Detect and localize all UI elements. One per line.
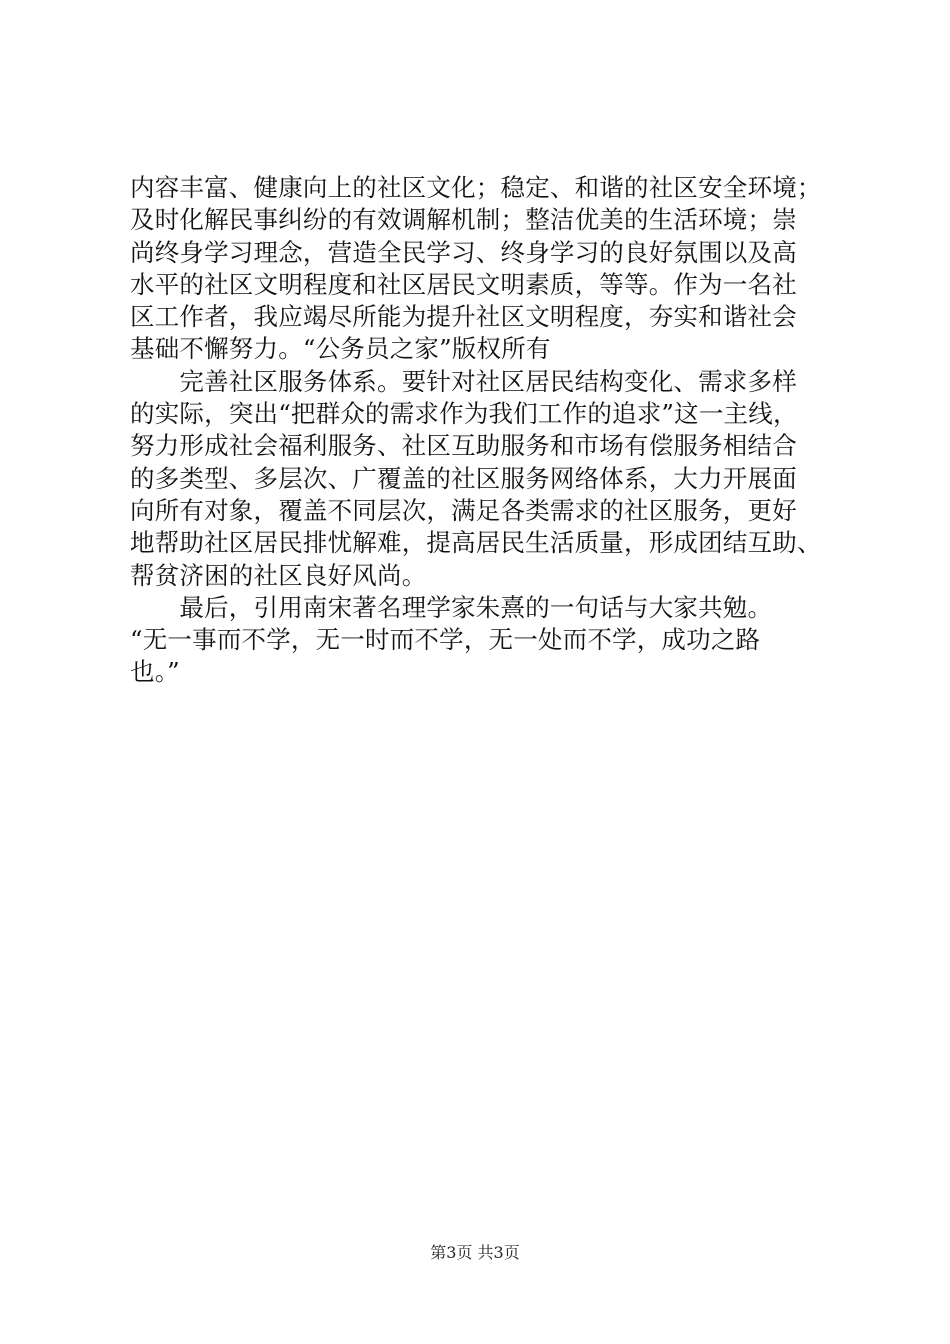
text-line: 也。”: [130, 657, 180, 687]
text-line: “无一事而不学，无一时而不学，无一处而不学，成功之路: [130, 625, 761, 655]
text-line: 完善社区服务体系。要针对社区居民结构变化、需求多样: [130, 366, 797, 396]
body-text: [130, 172, 840, 689]
text-line: 地帮助社区居民排忧解难，提高居民生活质量，形成团结互助、: [130, 528, 822, 558]
text-line: 向所有对象，覆盖不同层次，满足各类需求的社区服务，更好: [130, 495, 797, 525]
text-line: 基础不懈努力。“公务员之家”版权所有: [130, 334, 551, 364]
text-line: 尚终身学习理念，营造全民学习、终身学习的良好氛围以及高: [130, 237, 797, 267]
text-line: 区工作者，我应竭尽所能为提升社区文明程度，夯实和谐社会: [130, 302, 797, 332]
page-footer: 第3页 共3页: [430, 1243, 520, 1262]
text-line: 水平的社区文明程度和社区居民文明素质，等等。作为一名社: [130, 269, 797, 299]
text-line: 努力形成社会福利服务、社区互助服务和市场有偿服务相结合: [130, 431, 797, 461]
text-line: 最后，引用南宋著名理学家朱熹的一句话与大家共勉。: [130, 592, 773, 622]
text-line: 的实际，突出“把群众的需求作为我们工作的追求”这一主线，: [130, 399, 798, 429]
text-line: 内容丰富、健康向上的社区文化；稳定、和谐的社区安全环境；: [130, 173, 822, 202]
text-line: 的多类型、多层次、广覆盖的社区服务网络体系，大力开展面: [130, 463, 797, 493]
text-line: 帮贫济困的社区良好风尚。: [130, 560, 427, 590]
text-line: 及时化解民事纠纷的有效调解机制；整洁优美的生活环境；崇: [130, 205, 797, 235]
